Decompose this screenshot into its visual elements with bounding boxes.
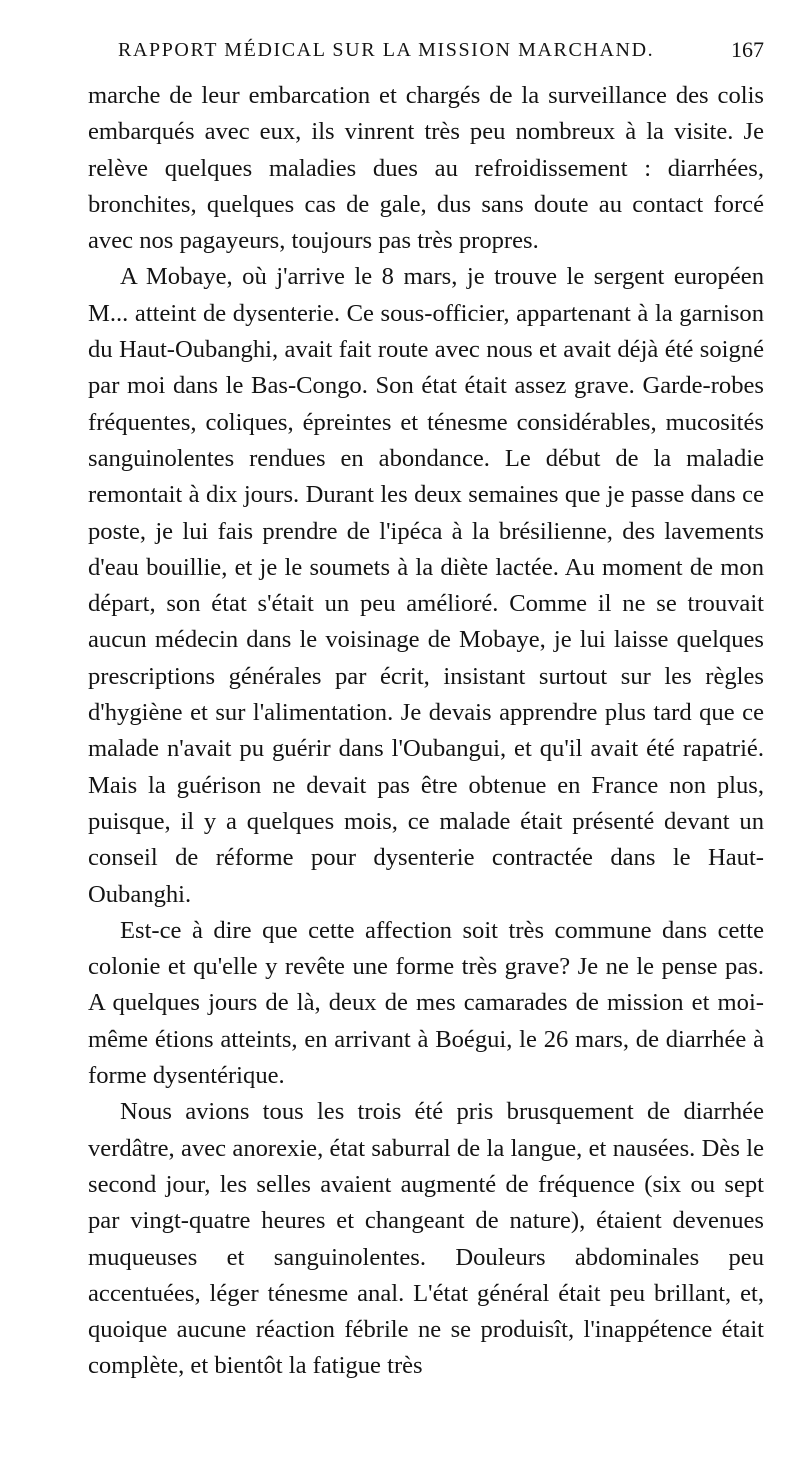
paragraph-question: Est-ce à dire que cette affection soit très commune dans cette colonie et qu'elle y revête une forme très grave? Je ne le pense pas. A quelques jours de là, deux de mes camarades de mission et moi-même étions atteints, en arrivant à Boégui, le 26 mars, de diarrhée à forme dysentérique.: [88, 916, 764, 1090]
paragraph-mobaye-case: A Mobaye, où j'arrive le 8 mars, je trouve le sergent européen M... atteint de dysenterie. Ce sous-officier, appartenant à la garnison du Haut-Oubanghi, avait fait route avec nous et avait déjà été soigné par moi dans le Bas-Congo. Son état était assez grave. Garde-robes fréquentes, coliques, épreintes et ténesme considérables, mucosités sanguinolentes rendues en abondance. Le début de la maladie remontait à dix jours. Durant les deux semaines que je passe dans ce poste, je lui fais prendre de l'ipéca à la brésilienne, des lavements d'eau bouillie, et je le soumets à la diète lactée. Au moment de mon départ, son état s'était un peu amélioré. Comme il ne se trouvait aucun médecin dans le voisinage de Mobaye, je lui laisse quelques prescriptions générales par écrit, insistant surtout sur les règles d'hygiène et sur l'alimentation. Je devais apprendre plus tard que ce malade n'avait pu guérir dans l'Oubangui, et qu'il avait été rapatrié. Mais la guérison ne devait pas être obtenue en France non plus, puisque, il y a quelques mois, ce malade était présenté devant un conseil de réforme pour dysenterie contractée dans le Haut-Oubanghi.: [88, 263, 764, 908]
page-header: [88, 30, 764, 70]
paragraph-continuation: marche de leur embarcation et chargés de la surveillance des colis embarqués avec eux, ils vinrent très peu nombreux à la visite. Je relève quelques maladies dues au refroidissement : diarrhées, bronchites, quelques cas de gale, dus sans doute au contact forcé avec nos pagayeurs, toujours pas très propres.: [88, 82, 764, 255]
page-number: 167: [731, 37, 764, 62]
body-text: [88, 78, 764, 1385]
book-page: [88, 30, 764, 1385]
running-head: RAPPORT MÉDICAL SUR LA MISSION MARCHAND.: [118, 39, 655, 61]
paragraph-symptoms: Nous avions tous les trois été pris brusquement de diarrhée verdâtre, avec anorexie, état saburral de la langue, et nausées. Dès le second jour, les selles avaient augmenté de fréquence (six ou sept par vingt-quatre heures et changeant de nature), étaient devenues muqueuses et sanguinolentes. Douleurs abdominales peu accentuées, léger ténesme anal. L'état général était peu brillant, et, quoique aucune réaction fébrile ne se produisît, l'inappétence était complète, et bientôt la fatigue très: [88, 1098, 764, 1380]
